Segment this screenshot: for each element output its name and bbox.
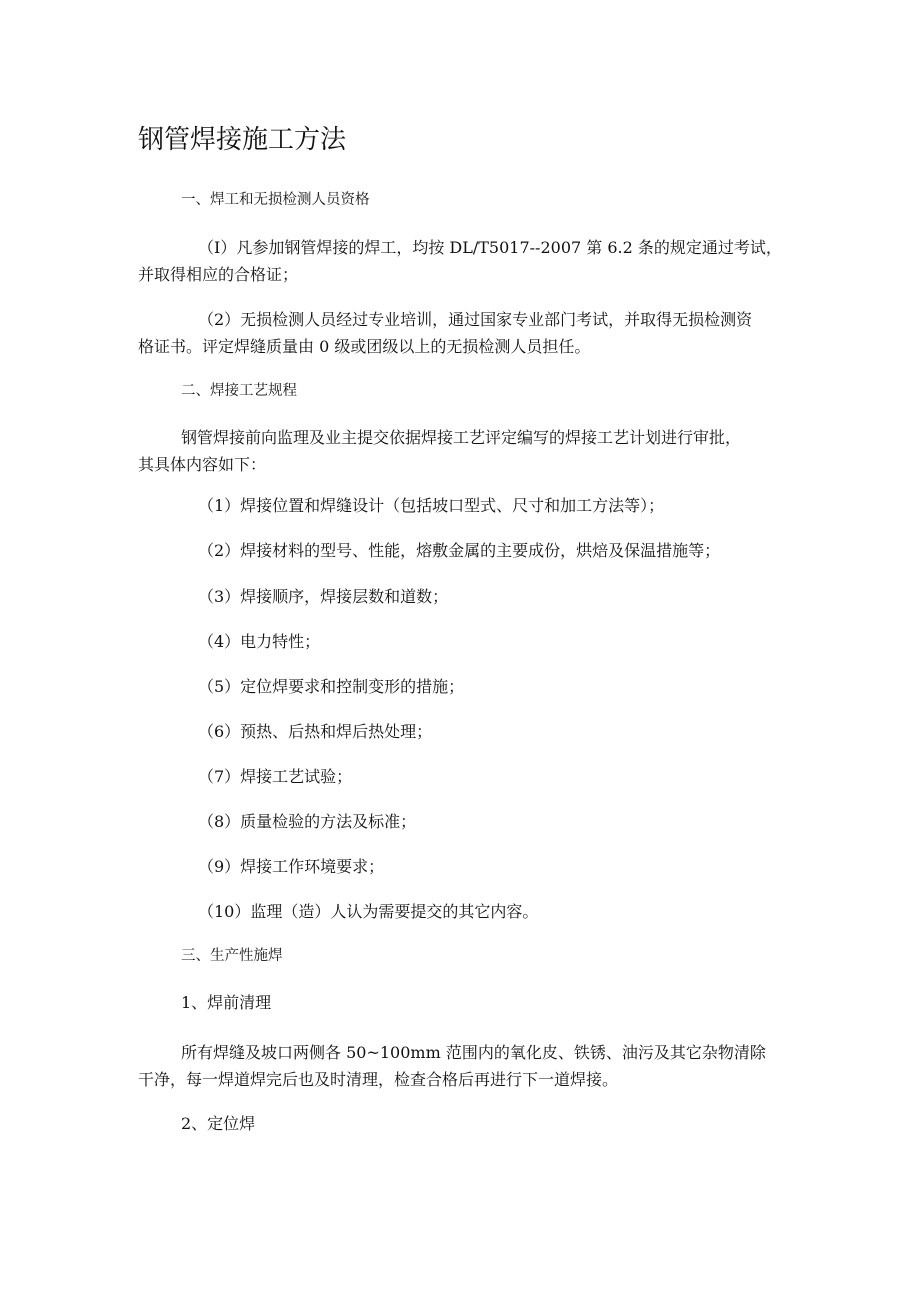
section-1-para-1-line-2: 并取得相应的合格证； [138, 265, 299, 284]
list-item: （7）焊接工艺试验； [198, 767, 353, 786]
section-3-heading: 三、生产性施焊 [181, 948, 283, 964]
list-item: （6）预热、后热和焊后热处理； [198, 722, 433, 741]
section-1-para-2-line-1: （2）无损检测人员经过专业培训，通过国家专业部门考试，并取得无损检测资 [198, 310, 753, 329]
section-1-para-2-line-2: 格证书。评定焊缝质量由 0 级或团级以上的无损检测人员担任。 [138, 337, 591, 356]
list-item: （4）电力特性； [198, 632, 321, 651]
section-1-para-1-line-1: （I）凡参加钢管焊接的焊工，均按 DL/T5017--2007 第 6.2 条的规定通过考试， [198, 238, 782, 257]
list-item: （2）焊接材料的型号、性能，熔敷金属的主要成份，烘焙及保温措施等； [198, 541, 721, 560]
document-title: 钢管焊接施工方法 [138, 125, 347, 155]
list-item: （5）定位焊要求和控制变形的措施； [198, 677, 465, 696]
list-item: （10）监理（造）人认为需要提交的其它内容。 [198, 902, 539, 921]
list-item: （8）质量检验的方法及标准； [198, 812, 417, 831]
section-1-heading: 一、焊工和无损检测人员资格 [181, 192, 370, 208]
list-item: （1）焊接位置和焊缝设计（包括坡口型式、尺寸和加工方法等）； [198, 496, 665, 515]
section-2-intro-line-1: 钢管焊接前向监理及业主提交依据焊接工艺评定编写的焊接工艺计划进行审批， [181, 428, 742, 447]
section-2-intro-line-2: 其具体内容如下： [138, 455, 267, 474]
section-3-sub-1-line-2: 干净，每一焊道焊完后也及时清理，检查合格后再进行下一道焊接。 [138, 1070, 619, 1089]
list-item: （9）焊接工作环境要求； [198, 857, 385, 876]
section-2-heading: 二、焊接工艺规程 [181, 383, 297, 399]
section-3-subheading-1: 1、焊前清理 [181, 993, 272, 1012]
section-3-sub-1-line-1: 所有焊缝及坡口两侧各 50~100mm 范围内的氧化皮、铁锈、油污及其它杂物清除 [181, 1043, 766, 1062]
list-item: （3）焊接顺序，焊接层数和道数； [198, 587, 449, 606]
section-3-subheading-2: 2、定位焊 [181, 1114, 256, 1133]
